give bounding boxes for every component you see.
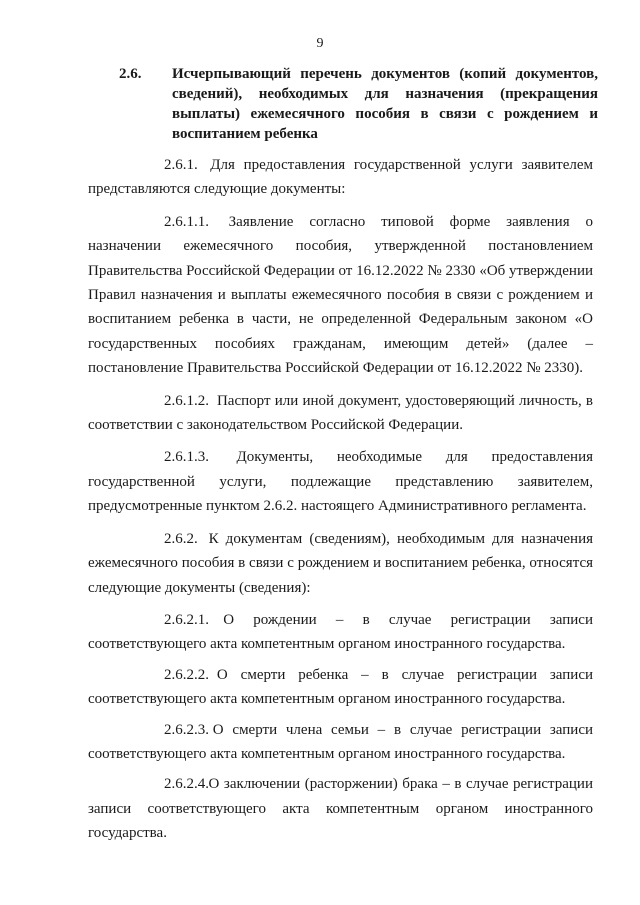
paragraph-code: 2.6.2.1. [164,611,213,628]
section-header [88,64,598,144]
paragraph-code: 2.6.2.2. [164,666,213,683]
paragraph-text: Заявление согласно типовой форме заявления о назначении ежемесячного пособия, утвержденной постановлением Правительства Российской Федерации от 16.12.2022 № 2330 «Об утверждении Правил назначения и выплаты ежемесячного пособия в связи с рождением и воспитанием ребенка в части, не определенной Федеральным законом «О государственных пособиях гражданам, имеющим детей» (далее – постановление Правительства Российской Федерации от 16.12.2022 № 2330). [88,213,593,377]
paragraph-code: 2.6.1.3. [164,449,213,466]
paragraph-text: О смерти ребенка – в случае регистрации записи соответствующего акта компетентным органом иностранного государства. [88,666,594,708]
section-title: Исчерпывающий перечень документов (копий документов, сведений), необходимых для назначения (прекращения выплаты) ежемесячного пособия в связи с рождением и воспитанием ребенка [172,66,598,142]
section-number: 2.6. [119,66,142,82]
paragraph-code: 2.6.1.2. [164,392,213,409]
paragraph-text: О заключении (расторжении) брака – в случае регистрации записи соответствующего акта компетентным органом иностранного государства. [88,776,593,842]
paragraph-2-6-2-2 [88,663,593,712]
paragraph-code: 2.6.2.3. [164,721,213,738]
paragraph-text: Паспорт или иной документ, удостоверяющий личность, в соответствии с законодательством Российской Федерации. [88,392,594,434]
paragraph-2-6-2-3 [88,718,593,767]
document-body [88,153,593,852]
paragraph-text: О рождении – в случае регистрации записи соответствующего акта компетентным органом иностранного государства. [88,611,593,653]
paragraph-text: О смерти члена семьи – в случае регистрации записи соответствующего акта компетентным органом иностранного государства. [88,721,593,762]
paragraph-text: Документы, необходимые для предоставления государственной услуги, подлежащие представлению заявителем, предусмотренные пунктом 2.6.2. настоящего Административного регламента. [88,449,593,515]
paragraph-code: 2.6.2. [164,530,202,547]
paragraph-2-6-1-3 [88,445,593,518]
page-number: 9 [316,36,324,51]
paragraph-2-6-1-1 [88,210,593,381]
paragraph-2-6-2-4 [88,772,593,845]
paragraph-code: 2.6.1. [164,157,202,173]
paragraph-2-6-2-1 [88,608,593,657]
paragraph-2-6-2 [88,527,593,600]
paragraph-text: Для предоставления государственной услуги заявителем представляются следующие документы: [88,157,594,198]
paragraph-2-6-1-2 [88,389,593,438]
paragraph-text: К документам (сведениям), необходимым для назначения ежемесячного пособия в связи с рождением и воспитанием ребенка, относятся следующие документы (сведения): [88,530,594,596]
paragraph-code: 2.6.2.4. [164,776,213,793]
paragraph-code: 2.6.1.1. [164,213,213,230]
paragraph-2-6-1 [88,153,593,202]
